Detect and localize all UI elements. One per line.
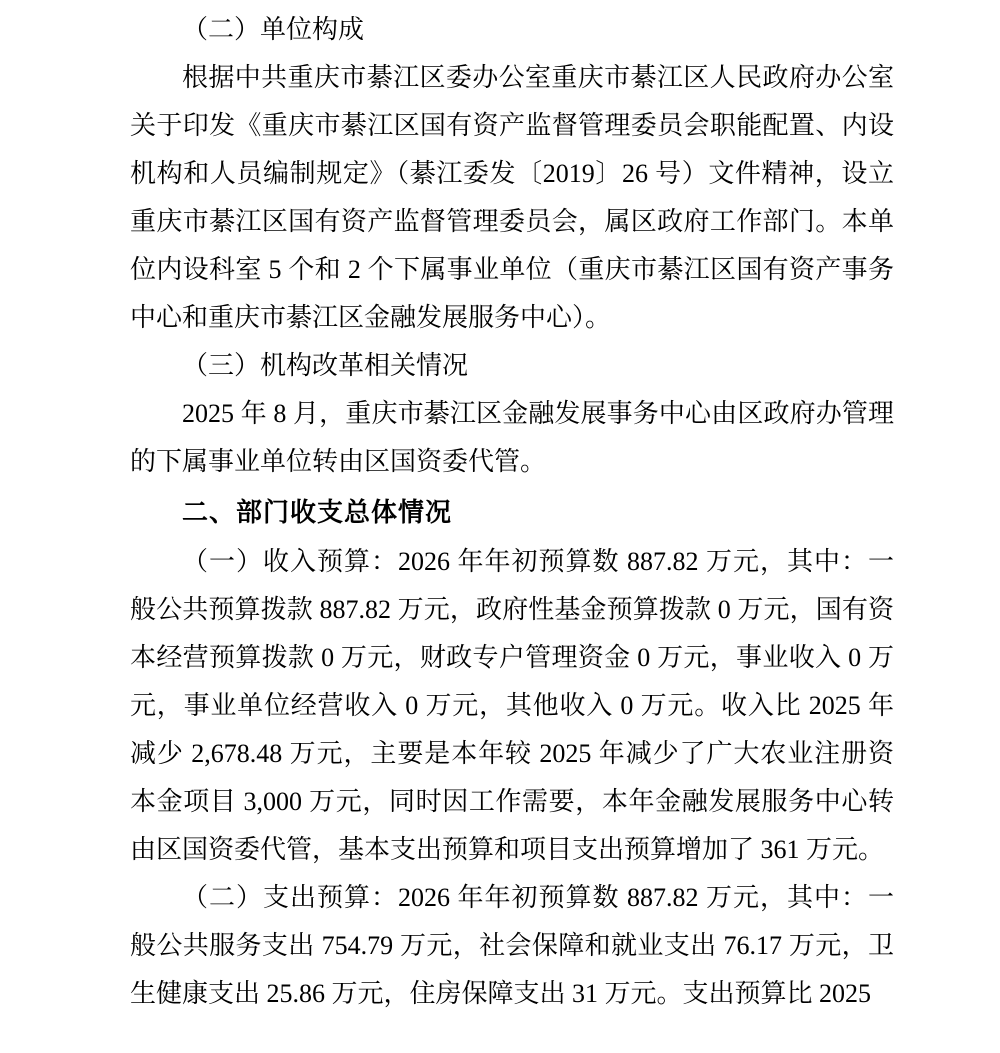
- section-heading-unit-composition: （二）单位构成: [182, 15, 365, 44]
- paragraph-institutional-reform: 2025 年 8 月，重庆市綦江区金融发展事务中心由区政府办管理的下属事业单位转由区国资委代管。: [130, 399, 894, 476]
- paragraph-unit-composition: 根据中共重庆市綦江区委办公室重庆市綦江区人民政府办公室关于印发《重庆市綦江区国有资产监督管理委员会职能配置、内设机构和人员编制规定》（綦江委发〔2019〕26 号）文件精神，设立重庆市綦江区国有资产监督管理委员会，属区政府工作部门。本单位内设科室 5 个和 2 个下属事业单位（重庆市綦江区国有资产事务中心和重庆市綦江区金融发展服务中心）。: [130, 63, 894, 332]
- paragraph-expenditure-budget: （二）支出预算：2026 年年初预算数 887.82 万元，其中：一般公共服务支出 754.79 万元，社会保障和就业支出 76.17 万元，卫生健康支出 25.86 万元，住房保障支出 31 万元。支出预算比 2025: [130, 883, 894, 1008]
- section-heading-budget-overview: 二、部门收支总体情况: [182, 497, 453, 527]
- section-heading-institutional-reform: （三）机构改革相关情况: [182, 351, 469, 380]
- paragraph-income-budget: （一）收入预算：2026 年年初预算数 887.82 万元，其中：一般公共预算拨款 887.82 万元，政府性基金预算拨款 0 万元，国有资本经营预算拨款 0 万元，财政专户管理资金 0 万元，事业收入 0 万元，事业单位经营收入 0 万元，其他收入 0 万元。收入比 2025 年减少 2,678.48 万元，主要是本年较 2025 年减少了广大农业注册资本金项目 3,000 万元，同时因工作需要，本年金融发展服务中心转由区国资委代管，基本支出预算和项目支出预算增加了 361 万元。: [130, 547, 894, 864]
